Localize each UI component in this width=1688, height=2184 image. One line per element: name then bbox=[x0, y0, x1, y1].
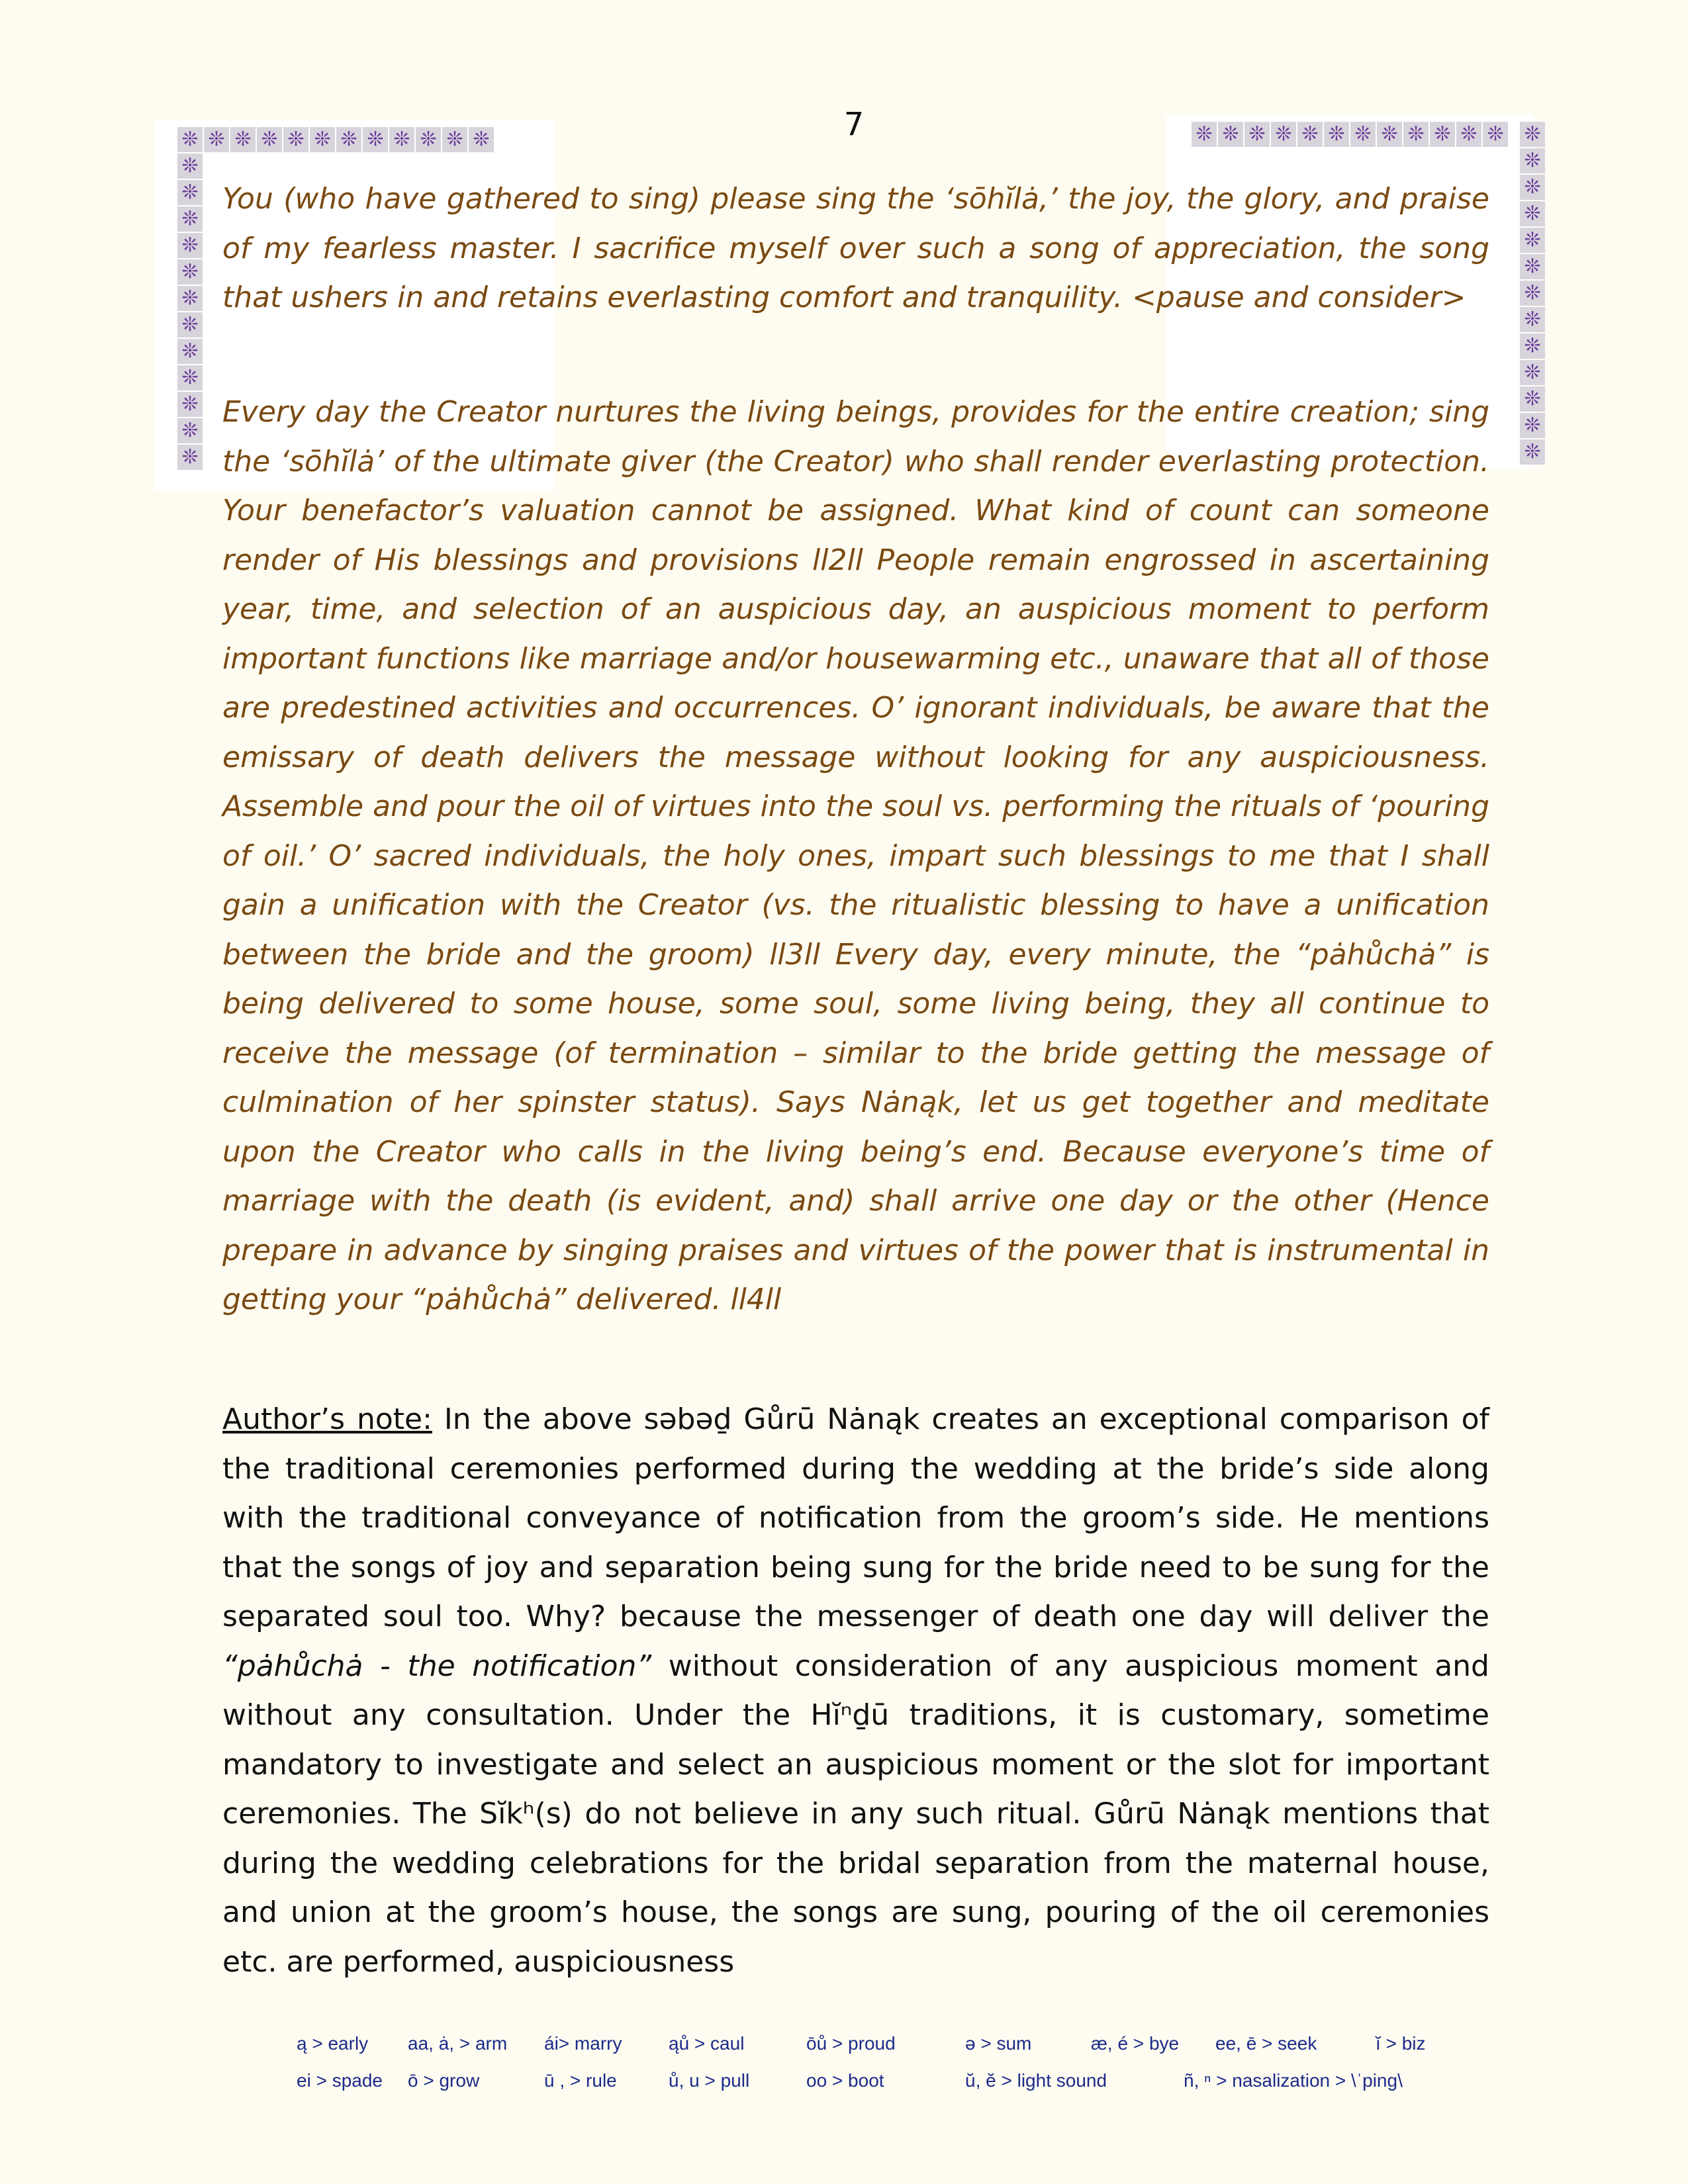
authors-note-paragraph bbox=[222, 1395, 1489, 1987]
flower-ornament-icon: ❊ bbox=[363, 127, 388, 152]
flower-ornament-icon: ❊ bbox=[177, 154, 203, 179]
flower-ornament-icon: ❊ bbox=[1271, 122, 1296, 147]
flower-ornament-icon: ❊ bbox=[283, 127, 308, 152]
flower-ornament-icon: ❊ bbox=[1520, 334, 1545, 359]
legend-item: ee, ē > seek bbox=[1215, 2033, 1317, 2054]
legend-row-1 bbox=[297, 2033, 1488, 2070]
flower-ornament-icon: ❊ bbox=[336, 127, 361, 152]
flower-ornament-icon: ❊ bbox=[1324, 122, 1349, 147]
flower-ornament-icon: ❊ bbox=[1192, 122, 1217, 147]
authors-note-quote: “pȧhůchȧ - the notification” bbox=[222, 1649, 652, 1683]
left-side-flower-border bbox=[177, 154, 204, 471]
flower-ornament-icon: ❊ bbox=[1297, 122, 1323, 147]
translation-paragraph-1: You (who have gathered to sing) please sing the ‘sōhĭlȧ,’ the joy, the glory, and praise of my fearless master. I sacrifice myself over such a song of appreciation, the song that ushers in and retains everlasting comfort and tranquility. <pause and consider> bbox=[222, 182, 1489, 314]
flower-ornament-icon: ❊ bbox=[177, 445, 203, 470]
legend-item: ō > grow bbox=[408, 2070, 480, 2091]
flower-ornament-icon: ❊ bbox=[1520, 413, 1545, 438]
legend-item: ei > spade bbox=[297, 2070, 383, 2091]
translation-paragraph-2: Every day the Creator nurtures the living beings, provides for the entire creation; sing the ‘sōhĭlȧ’ of the ultimate giver (the Creator) who shall render everlasting protection. Your benefactor’s valuation cannot be assigned. What kind of count can someone render of His blessings and provisions ll2ll People remain engrossed in ascertaining year, time, and selection of an auspicious day, an auspicious moment to perform important functions like marriage and/or housewarming etc., unaware that all of those are predestined activities and occurrences. O’ ignorant individuals, be aware that the emissary of death delivers the message without looking for any auspiciousness. Assemble and pour the oil of virtues into the soul vs. performing the rituals of ‘pouring of oil.’ O’ sacred individuals, the holy ones, impart such blessings to me that I shall gain a unification with the Creator (vs. the ritualistic blessing to have a unification between the bride and the groom) ll3ll Every day, every minute, the “pȧhůchȧ” is being delivered to some house, some soul, some living being, they all continue to receive the message (of termination – similar to the bride getting the message of culmination of her spinster status). Says Nȧnąk, let us get together and meditate upon the Creator who calls in the living being’s end. Because everyone’s time of marriage with the death (is evident, and) shall arrive one day or the other (Hence prepare in advance by singing praises and virtues of the power that is instrumental in getting your “pȧhůchȧ” delivered. ll4ll bbox=[222, 395, 1489, 1316]
legend-item: ñ, ⁿ > nasalization > \ˈping\ bbox=[1184, 2070, 1403, 2091]
legend-item: ĭ > biz bbox=[1376, 2033, 1426, 2054]
legend-row-2 bbox=[297, 2070, 1488, 2107]
authors-note-text-b: without consideration of any auspicious moment and without any consultation. Under the Hĭⁿḏū traditions, it is customary, sometime mandatory to investigate and select an auspicious moment or the slot for important ceremonies. The Sĭkʰ(s) do not believe in any such ritual. Gůrū Nȧnąk mentions that during the wedding celebrations for the bridal separation from the maternal house, and union at the groom’s house, the songs are sung, pouring of the oil ceremonies etc. are performed, auspiciousness bbox=[222, 1649, 1489, 1979]
flower-ornament-icon: ❊ bbox=[1520, 254, 1545, 279]
flower-ornament-icon: ❊ bbox=[1350, 122, 1376, 147]
translation-block-1 bbox=[222, 175, 1489, 323]
flower-ornament-icon: ❊ bbox=[177, 418, 203, 443]
flower-ornament-icon: ❊ bbox=[1520, 148, 1545, 173]
flower-ornament-icon: ❊ bbox=[1520, 201, 1545, 226]
flower-ornament-icon: ❊ bbox=[389, 127, 414, 152]
flower-ornament-icon: ❊ bbox=[177, 127, 203, 152]
legend-item: ů, u > pull bbox=[669, 2070, 750, 2091]
flower-ornament-icon: ❊ bbox=[1520, 307, 1545, 332]
flower-ornament-icon: ❊ bbox=[177, 259, 203, 285]
flower-ornament-icon: ❊ bbox=[1430, 122, 1455, 147]
flower-ornament-icon: ❊ bbox=[1520, 439, 1545, 465]
legend-item: aa, ȧ, > arm bbox=[408, 2033, 508, 2054]
flower-ornament-icon: ❊ bbox=[230, 127, 256, 152]
flower-ornament-icon: ❊ bbox=[1520, 281, 1545, 306]
flower-ornament-icon: ❊ bbox=[1456, 122, 1481, 147]
legend-item: ōů > proud bbox=[806, 2033, 896, 2054]
legend-item: ąů > caul bbox=[669, 2033, 745, 2054]
pronunciation-legend bbox=[297, 2033, 1488, 2107]
flower-ornament-icon: ❊ bbox=[177, 233, 203, 258]
translation-block-2 bbox=[222, 388, 1489, 1325]
flower-ornament-icon: ❊ bbox=[1520, 228, 1545, 253]
left-top-flower-border bbox=[177, 127, 522, 154]
flower-ornament-icon: ❊ bbox=[1483, 122, 1508, 147]
flower-ornament-icon: ❊ bbox=[1377, 122, 1402, 147]
flower-ornament-icon: ❊ bbox=[204, 127, 229, 152]
flower-ornament-icon: ❊ bbox=[1520, 387, 1545, 412]
flower-ornament-icon: ❊ bbox=[416, 127, 441, 152]
authors-note-block bbox=[222, 1395, 1489, 1987]
authors-note-label: Author’s note: bbox=[222, 1402, 432, 1436]
page-number: 7 bbox=[843, 106, 865, 143]
flower-ornament-icon: ❊ bbox=[1218, 122, 1243, 147]
flower-ornament-icon: ❊ bbox=[310, 127, 335, 152]
flower-ornament-icon: ❊ bbox=[1520, 360, 1545, 385]
legend-item: ą > early bbox=[297, 2033, 369, 2054]
authors-note-text-a: In the above səbəḏ Gůrū Nȧnąk creates an exceptional comparison of the traditional ceremonies performed during the wedding at the bride’s side along with the traditional conveyance of notification from the groom’s side. He mentions that the songs of joy and separation being sung for the bride need to be sung for the separated soul too. Why? because the messenger of death one day will deliver the bbox=[222, 1402, 1490, 1633]
flower-ornament-icon: ❊ bbox=[257, 127, 282, 152]
flower-ornament-icon: ❊ bbox=[177, 392, 203, 417]
flower-ornament-icon: ❊ bbox=[177, 365, 203, 390]
right-side-flower-border bbox=[1520, 122, 1546, 466]
flower-ornament-icon: ❊ bbox=[177, 312, 203, 338]
legend-item: ū , > rule bbox=[544, 2070, 617, 2091]
flower-ornament-icon: ❊ bbox=[177, 286, 203, 311]
legend-item: æ, é > bye bbox=[1091, 2033, 1180, 2054]
legend-item: ái> marry bbox=[544, 2033, 622, 2054]
legend-item: ŭ, ĕ > light sound bbox=[965, 2070, 1107, 2091]
flower-ornament-icon: ❊ bbox=[177, 339, 203, 364]
right-top-flower-border bbox=[1192, 122, 1509, 148]
flower-ornament-icon: ❊ bbox=[1520, 175, 1545, 200]
legend-item: oo > boot bbox=[806, 2070, 884, 2091]
flower-ornament-icon: ❊ bbox=[177, 180, 203, 205]
legend-item: ə > sum bbox=[965, 2033, 1032, 2054]
flower-ornament-icon: ❊ bbox=[1244, 122, 1270, 147]
flower-ornament-icon: ❊ bbox=[1520, 122, 1545, 147]
flower-ornament-icon: ❊ bbox=[1403, 122, 1429, 147]
flower-ornament-icon: ❊ bbox=[442, 127, 467, 152]
flower-ornament-icon: ❊ bbox=[177, 206, 203, 232]
flower-ornament-icon: ❊ bbox=[469, 127, 494, 152]
